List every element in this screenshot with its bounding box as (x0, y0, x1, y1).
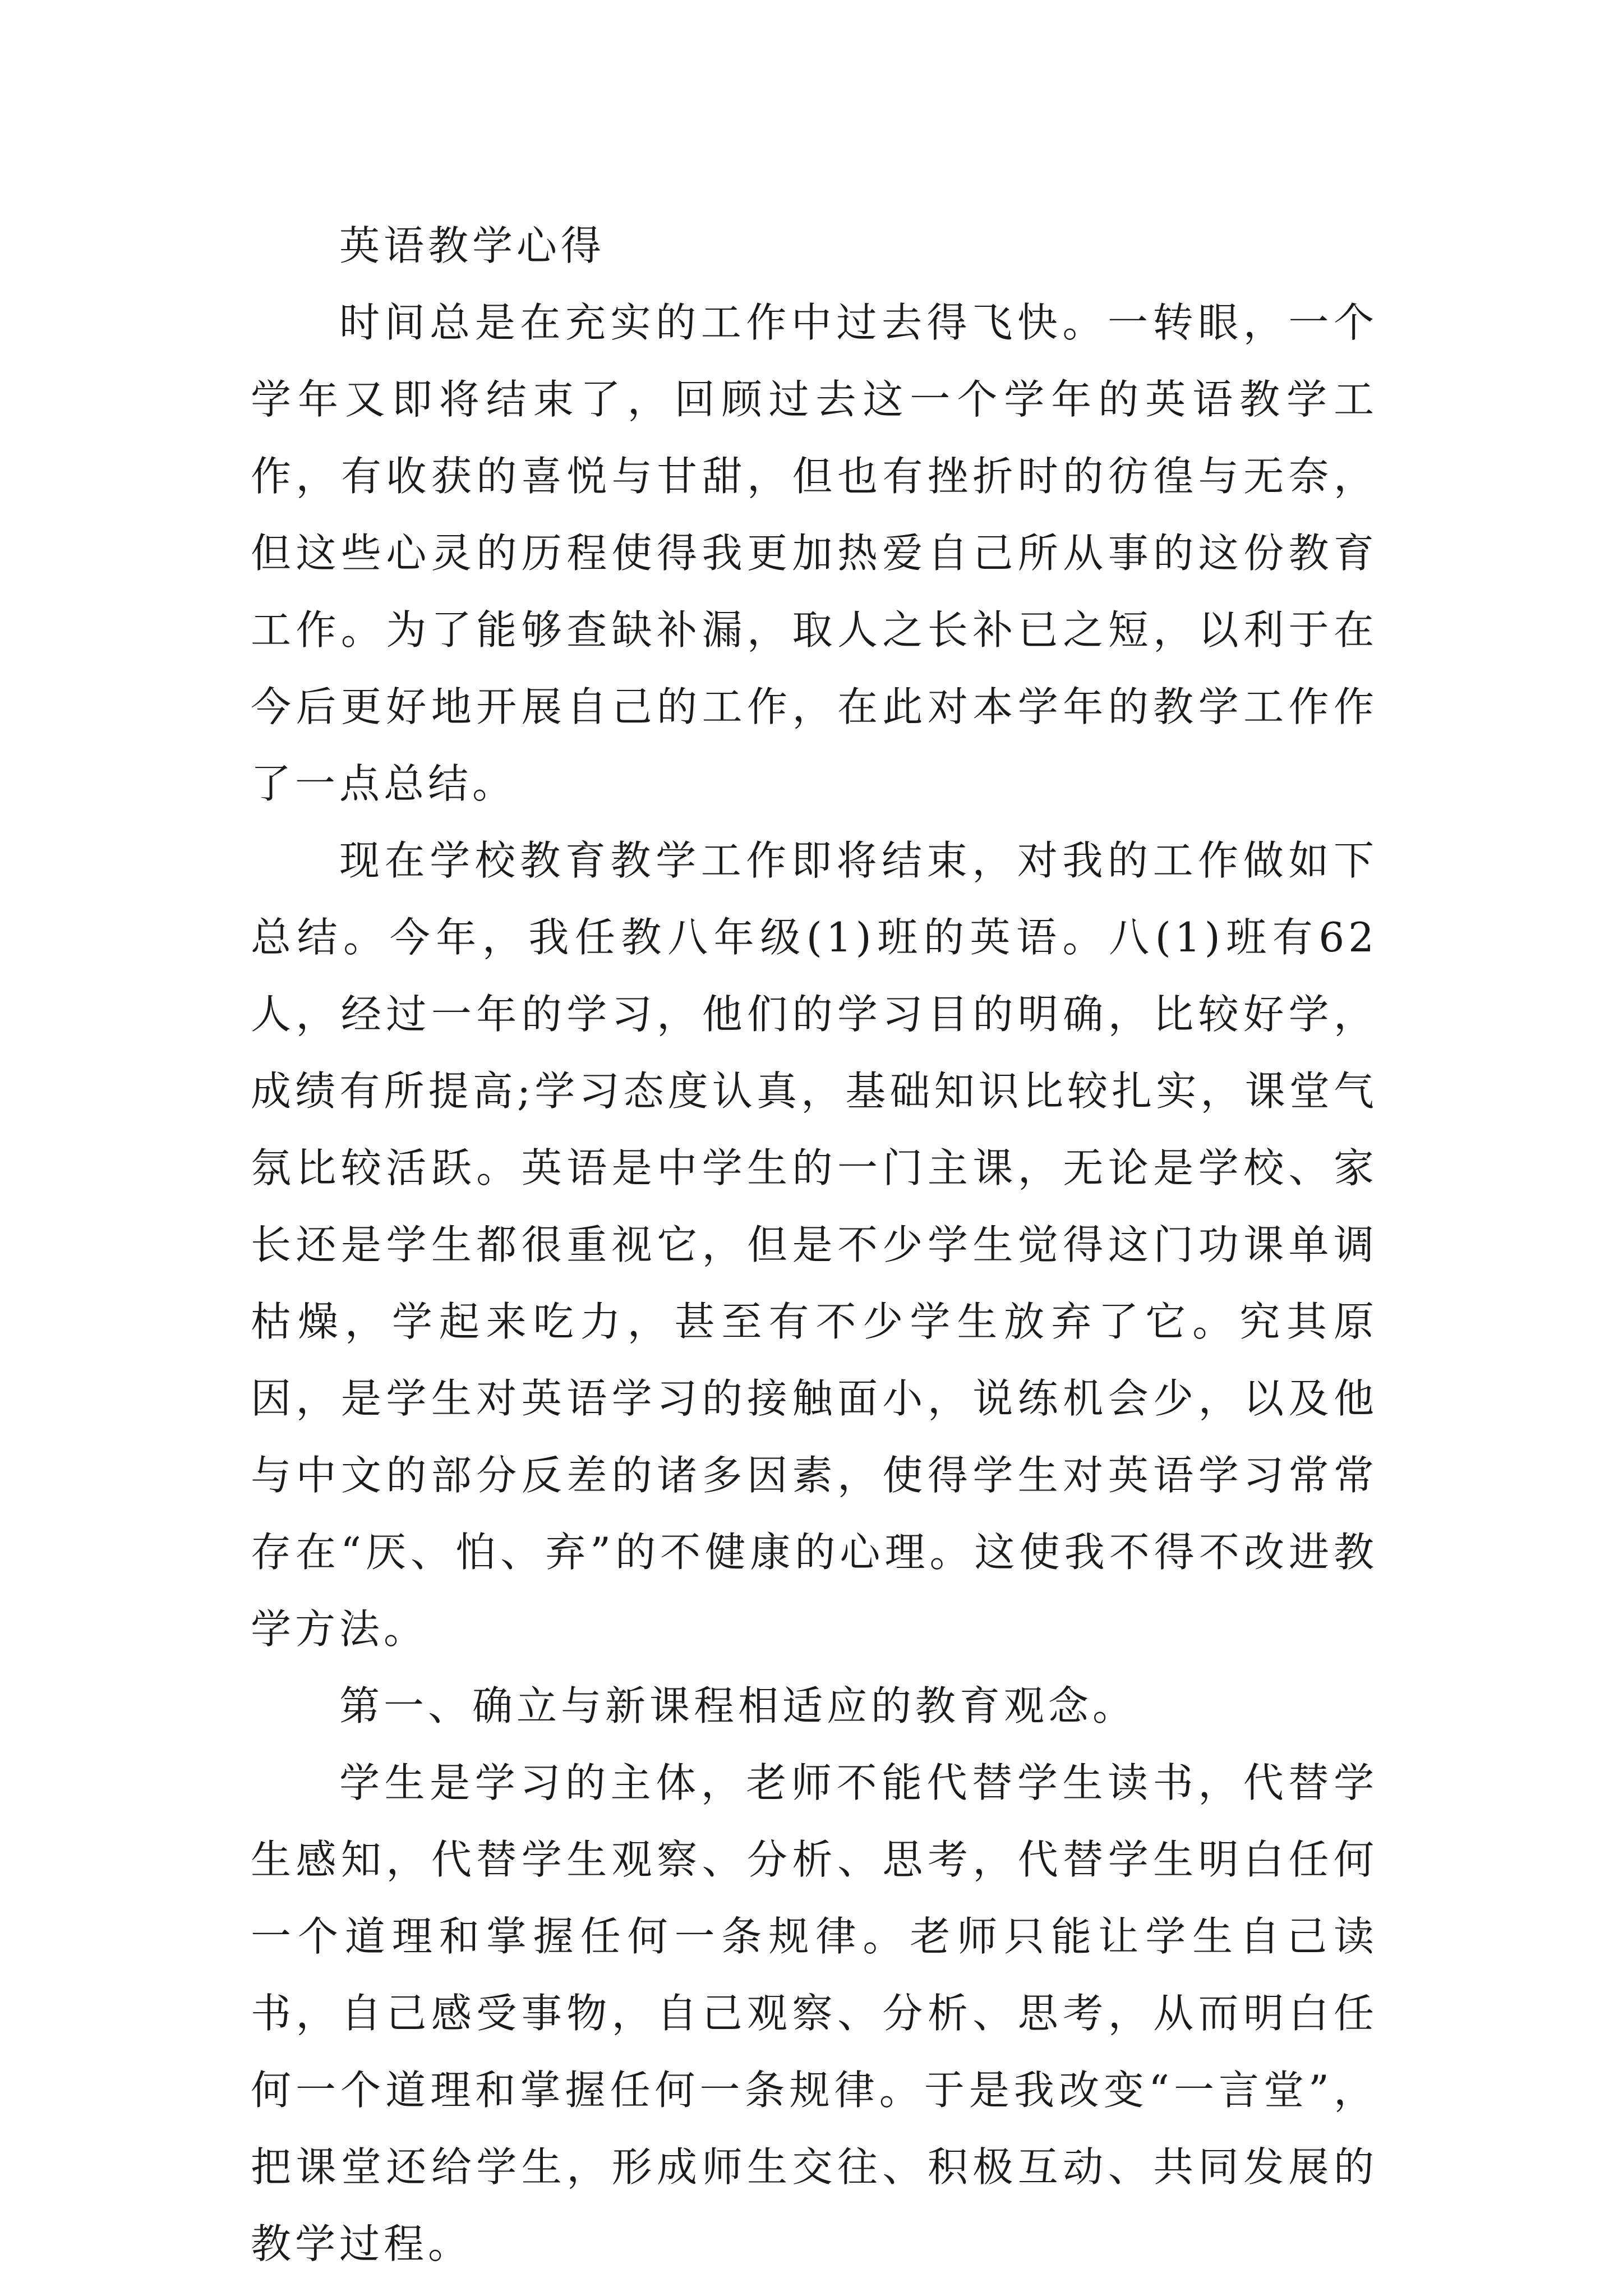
paragraph-student-centered: 学生是学习的主体，老师不能代替学生读书，代替学生感知，代替学生观察、分析、思考，代替学生明白任何一个道理和掌握任何一条规律。老师只能让学生自己读书，自己感受事物，自己观察、分析、思考，从而明白任何一个道理和掌握任何一条规律。于是我改变“一言堂”，把课堂还给学生，形成师生交往、积极互动、共同发展的教学过程。 (251, 1759, 1378, 2267)
document-title: 英语教学心得 (339, 222, 606, 269)
paragraph-class-summary: 现在学校教育教学工作即将结束，对我的工作做如下总结。今年，我任教八年级(1)班的英语。八(1)班有62人，经过一年的学习，他们的学习目的明确，比较好学，成绩有所提高;学习态度认真，基础知识比较扎实，课堂气氛比较活跃。英语是中学生的一门主课，无论是学校、家长还是学生都很重视它，但是不少学生觉得这门功课单调枯燥，学起来吃力，甚至有不少学生放弃了它。究其原因，是学生对英语学习的接触面小，说练机会少，以及他与中文的部分反差的诸多因素，使得学生对英语学习常常存在“厌、怕、弃”的不健康的心理。这使我不得不改进教学方法。 (251, 837, 1378, 1653)
document-body (251, 208, 1378, 2283)
paragraph-intro: 时间总是在充实的工作中过去得飞快。一转眼，一个学年又即将结束了，回顾过去这一个学年的英语教学工作，有收获的喜悦与甘甜，但也有挫折时的彷徨与无奈，但这些心灵的历程使得我更加热爱自己所从事的这份教育工作。为了能够查缺补漏，取人之长补已之短，以利于在今后更好地开展自己的工作，在此对本学年的教学工作作了一点总结。 (251, 299, 1378, 807)
section-heading-first: 第一、确立与新课程相适应的教育观念。 (339, 1682, 1137, 1729)
